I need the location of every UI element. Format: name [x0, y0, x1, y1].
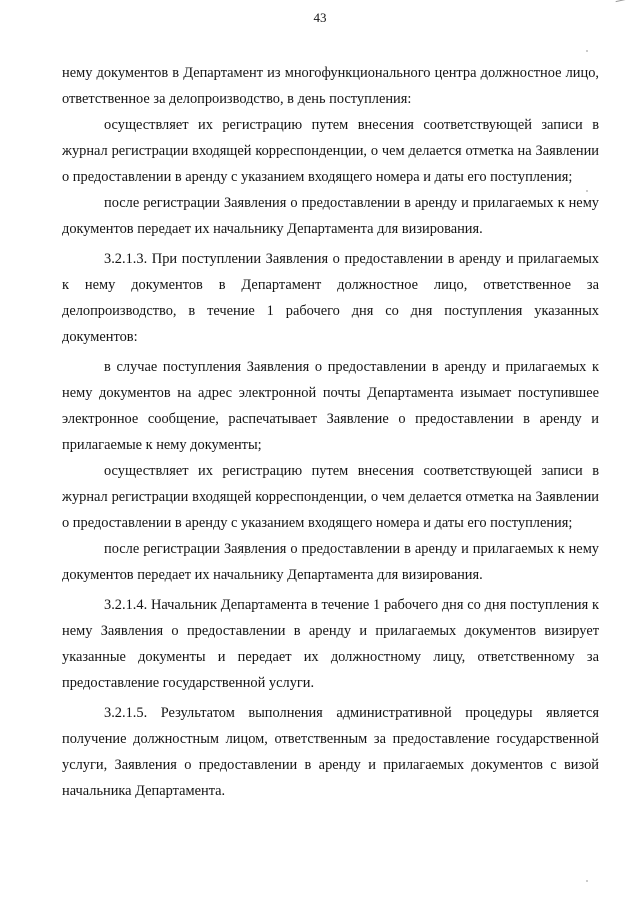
scan-speck: [586, 50, 588, 52]
paragraph-continuation: нему документов в Департамент из многофункционального центра должностное лицо, ответственное за делопроизводство, в день поступления:: [62, 65, 599, 107]
paragraph-transfer-2: после регистрации Заявления о предоставлении в аренду и прилагаемых к нему документов передает их начальнику Департамента для визирования.: [62, 541, 599, 583]
document-body: [62, 60, 599, 804]
paragraph-3-2-1-5: 3.2.1.5. Результатом выполнения административной процедуры является получение должностным лицом, ответственным за предоставление государственной услуги, Заявления о предоставлении в аренду и прилагаемых документов с визой начальника Департамента.: [62, 705, 599, 799]
paragraph-email-receipt: в случае поступления Заявления о предоставлении в аренду и прилагаемых к нему документов на адрес электронной почты Департамента изымает поступившее электронное сообщение, распечатывает Заявление о предоставлении в аренду и прилагаемые к нему документы;: [62, 359, 599, 453]
paragraph-3-2-1-3: 3.2.1.3. При поступлении Заявления о предоставлении в аренду и прилагаемых к нему документов в Департамент должностное лицо, ответственное за делопроизводство, в течение 1 рабочего дня со дня поступления указанных документов:: [62, 251, 599, 345]
page-number: 43: [313, 10, 327, 25]
paragraph-3-2-1-4: 3.2.1.4. Начальник Департамента в течение 1 рабочего дня со дня поступления к нему Заявления о предоставлении в аренду и прилагаемых документов визирует указанные документы и передает их должностному лицу, ответственному за предоставление государственной услуги.: [62, 597, 599, 691]
paragraph-registration-2: осуществляет их регистрацию путем внесения соответствующей записи в журнал регистрации входящей корреспонденции, о чем делается отметка на Заявлении о предоставлении в аренду с указанием входящего номера и даты его поступления;: [62, 463, 599, 531]
scan-corner-mark: [616, 0, 627, 6]
paragraph-transfer: после регистрации Заявления о предоставлении в аренду и прилагаемых к нему документов передает их начальнику Департамента для визирования.: [62, 195, 599, 237]
scan-speck: [586, 880, 588, 882]
paragraph-registration: осуществляет их регистрацию путем внесения соответствующей записи в журнал регистрации входящей корреспонденции, о чем делается отметка на Заявлении о предоставлении в аренду с указанием входящего номера и даты его поступления;: [62, 117, 599, 185]
